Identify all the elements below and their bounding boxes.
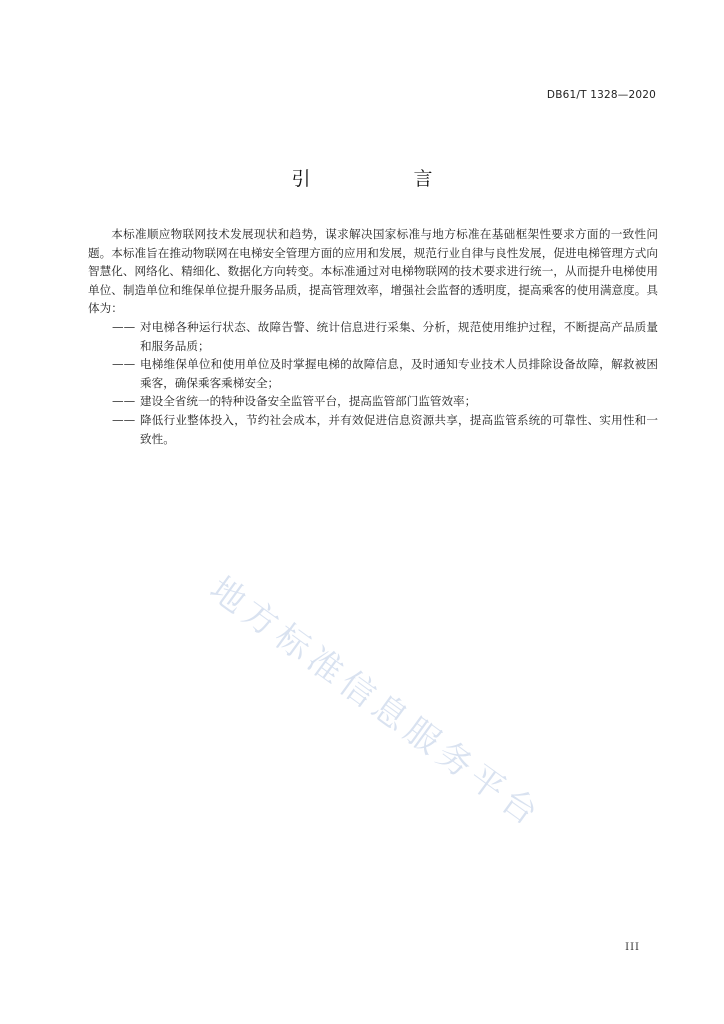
list-dash: —— bbox=[112, 319, 136, 334]
document-body bbox=[88, 225, 658, 448]
list-dash: —— bbox=[112, 357, 136, 372]
list-item bbox=[88, 318, 658, 355]
list-item-text: 电梯维保单位和使用单位及时掌握电梯的故障信息，及时通知专业技术人员排除设备故障，解救被困乘客，确保乘客乘梯安全； bbox=[140, 357, 658, 390]
page-title: 引 言 bbox=[291, 168, 475, 190]
page-number: III bbox=[625, 942, 640, 953]
list-item bbox=[88, 411, 658, 448]
list-dash: —— bbox=[112, 394, 136, 409]
list-item-text: 降低行业整体投入，节约社会成本，并有效促进信息资源共享，提高监管系统的可靠性、实用性和一致性。 bbox=[140, 412, 658, 446]
watermark: 地方标准信息服务平台 bbox=[202, 569, 550, 837]
list-dash: —— bbox=[112, 412, 136, 427]
list-item-text: 建设全省统一的特种设备安全监管平台，提高监管部门监管效率； bbox=[140, 394, 477, 409]
requirements-list bbox=[88, 318, 658, 448]
list-item bbox=[88, 355, 658, 392]
list-item bbox=[88, 392, 658, 411]
list-item-text: 对电梯各种运行状态、故障告警、统计信息进行采集、分析，规范使用维护过程，不断提高产品质量和服务品质； bbox=[140, 319, 658, 353]
standard-code: DB61/T 1328—2020 bbox=[546, 89, 656, 101]
intro-paragraph: 本标准顺应物联网技术发展现状和趋势，谋求解决国家标准与地方标准在基础框架性要求方面的一致性问题。本标准旨在推动物联网在电梯安全管理方面的应用和发展，规范行业自律与良性发展，促进电梯管理方式向智慧化、网络化、精细化、数据化方向转变。本标准通过对电梯物联网的技术要求进行统一，从而提升电梯使用单位、制造单位和维保单位提升服务品质，提高管理效率，增强社会监督的透明度，提高乘客的使用满意度。具体为： bbox=[88, 227, 658, 316]
